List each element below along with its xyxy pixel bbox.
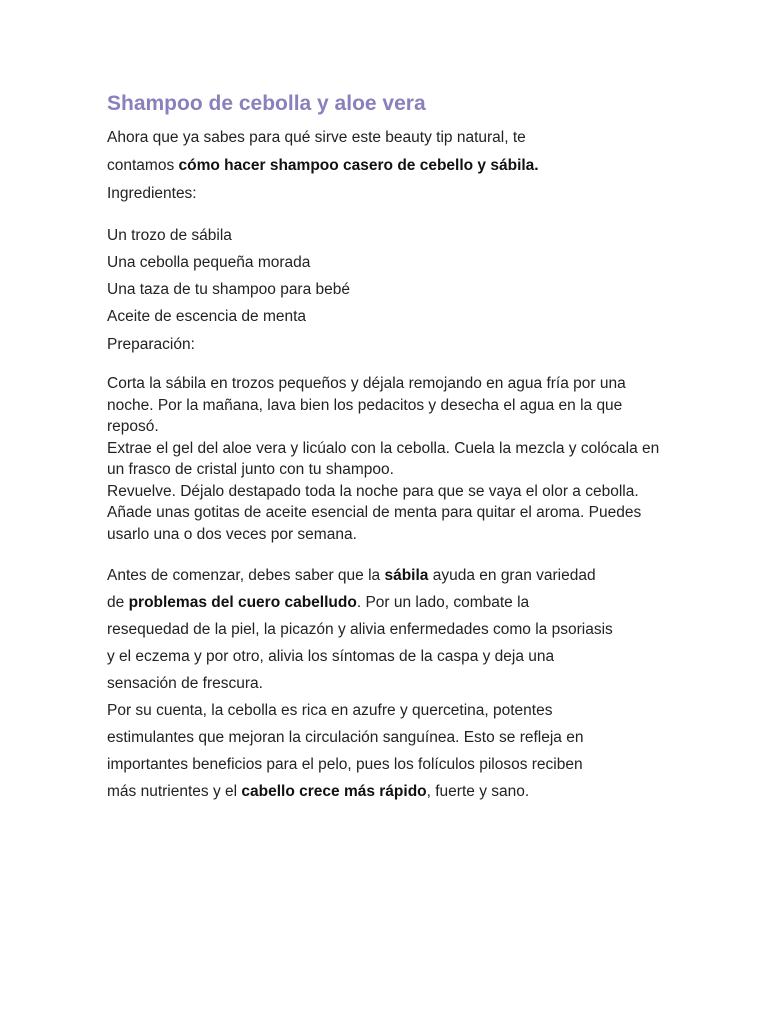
intro-line-2-prefix: contamos [107,157,179,174]
benefits-line: importantes beneficios para el pelo, pues los folículos pilosos reciben [107,756,583,773]
text-run: de [107,594,129,611]
benefits-line: y el eczema y por otro, alivia los síntomas de la caspa y deja una [107,648,555,665]
benefits-line [107,589,667,616]
benefits-line [107,778,667,805]
benefits-line [107,562,667,589]
intro-line-1: Ahora que ya sabes para qué sirve este beauty tip natural, te [107,129,526,146]
ingredient-item: Una taza de tu shampoo para bebé [107,281,351,298]
ingredient-item: Una cebolla pequeña morada [107,254,311,271]
benefits-line: Por su cuenta, la cebolla es rica en azufre y quercetina, potentes [107,702,553,719]
ingredients-list [107,222,667,330]
ingredients-heading: Ingredientes: [107,185,197,202]
benefits-paragraph-sabila [107,562,667,697]
preparation-step: Revuelve. Déjalo destapado toda la noche para que se vaya el olor a cebolla. Añade unas gotitas de aceite esencial de menta para quitar el aroma. Puedes usarlo una o dos veces por semana. [107,482,642,543]
benefits-line: estimulantes que mejoran la circulación sanguínea. Esto se refleja en [107,729,584,746]
ingredient-item: Un trozo de sábila [107,227,232,244]
benefits-line: resequedad de la piel, la picazón y alivia enfermedades como la psoriasis [107,621,613,638]
intro-line-2 [107,152,667,180]
benefits-line: sensación de frescura. [107,675,263,692]
preparation-heading: Preparación: [107,336,195,353]
preparation-steps [107,373,667,545]
text-run: más nutrientes y el [107,783,242,800]
text-run: . Por un lado, combate la [356,594,530,611]
intro-bold-text: cómo hacer shampoo casero de cebello y sábila. [178,157,539,174]
bold-problemas: problemas del cuero cabelludo [128,594,357,611]
article-title: Shampoo de cebolla y aloe vera [107,92,426,115]
benefits-section [107,562,667,805]
bold-cabello: cabello crece más rápido [241,783,427,800]
text-run: , fuerte y sano. [426,783,530,800]
benefits-paragraph-cebolla [107,697,667,805]
bold-sabila: sábila [384,567,429,584]
ingredient-item: Aceite de escencia de menta [107,308,307,325]
intro-paragraph [107,124,667,208]
preparation-step: Extrae el gel del aloe vera y licúalo con la cebolla. Cuela la mezcla y colócala en un frasco de cristal junto con tu shampoo. [107,439,660,478]
text-run: Antes de comenzar, debes saber que la [107,567,385,584]
preparation-step: Corta la sábila en trozos pequeños y déjala remojando en agua fría por una noche. Por la mañana, lava bien los pedacitos y desecha el agua en la que reposó. [107,375,626,435]
text-run: ayuda en gran variedad [428,567,596,584]
